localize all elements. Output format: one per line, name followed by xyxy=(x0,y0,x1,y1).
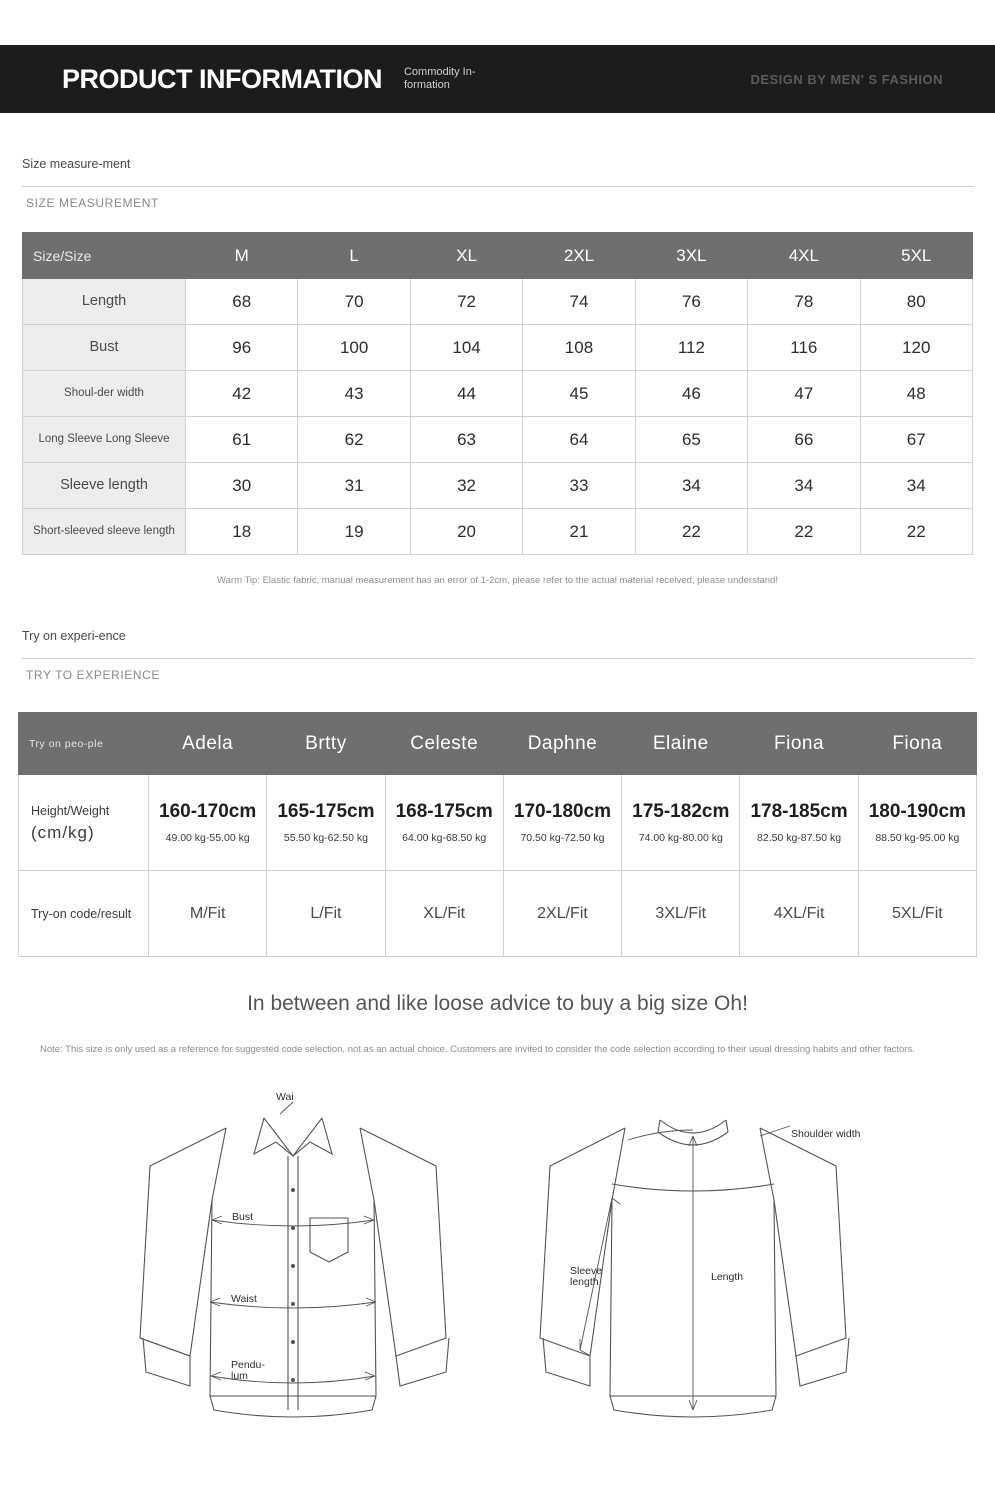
cell-bust-4xl: 116 xyxy=(748,325,860,371)
cell-sleeve-5xl: 34 xyxy=(860,463,972,509)
cell-shoulder-2xl: 45 xyxy=(523,371,635,417)
cell-sleeve-3xl: 34 xyxy=(635,463,747,509)
size-col-4xl: 4XL xyxy=(748,233,860,279)
cell-shoulder-4xl: 47 xyxy=(748,371,860,417)
cell-length-l: 70 xyxy=(298,279,410,325)
result-7: 5XL/Fit xyxy=(858,871,976,957)
cell-shoulder-3xl: 46 xyxy=(635,371,747,417)
cell-shortsleeve-m: 18 xyxy=(186,509,298,555)
try-person-3: Celeste xyxy=(385,713,503,775)
try-person-1: Adela xyxy=(149,713,267,775)
table-row xyxy=(23,279,973,325)
height-weight-label: Height/Weight xyxy=(31,804,110,818)
label-sleeve-length: Sleeve length xyxy=(570,1265,603,1288)
size-advice-text: In between and like loose advice to buy a big size Oh! xyxy=(247,992,748,1015)
result-1: M/Fit xyxy=(149,871,267,957)
garment-diagram-svg xyxy=(0,1080,995,1480)
size-col-xl: XL xyxy=(410,233,522,279)
table-header-row xyxy=(23,233,973,279)
hw-cell-4 xyxy=(503,775,621,871)
cell-longsleeve-3xl: 65 xyxy=(635,417,747,463)
weight-5: 74.00 kg-80.00 kg xyxy=(638,832,723,844)
cell-bust-l: 100 xyxy=(298,325,410,371)
cell-bust-2xl: 108 xyxy=(523,325,635,371)
height-7: 180-190cm xyxy=(868,801,966,822)
label-shoulder-width: Shoulder width xyxy=(791,1128,861,1140)
cell-longsleeve-m: 61 xyxy=(186,417,298,463)
try-person-5: Elaine xyxy=(622,713,740,775)
cell-sleeve-m: 30 xyxy=(186,463,298,509)
size-col-5xl: 5XL xyxy=(860,233,972,279)
label-bust: Bust xyxy=(232,1211,254,1223)
cell-bust-5xl: 120 xyxy=(860,325,972,371)
size-col-2xl: 2XL xyxy=(523,233,635,279)
cell-shortsleeve-4xl: 22 xyxy=(748,509,860,555)
result-4: 2XL/Fit xyxy=(503,871,621,957)
height-2: 165-175cm xyxy=(277,801,375,822)
row-label-sleeve-length: Sleeve length xyxy=(23,463,186,509)
cell-sleeve-4xl: 34 xyxy=(748,463,860,509)
weight-2: 55.50 kg-62.50 kg xyxy=(283,832,368,844)
table-header-row xyxy=(19,713,977,775)
cell-length-m: 68 xyxy=(186,279,298,325)
size-col-m: M xyxy=(186,233,298,279)
cell-shoulder-xl: 44 xyxy=(410,371,522,417)
cell-longsleeve-2xl: 64 xyxy=(523,417,635,463)
size-section-caption: SIZE MEASUREMENT xyxy=(26,196,159,210)
cell-longsleeve-4xl: 66 xyxy=(748,417,860,463)
cell-length-xl: 72 xyxy=(410,279,522,325)
row-label-length: Length xyxy=(23,279,186,325)
header-subtitle: Commodity In-formation xyxy=(403,66,476,91)
height-5: 175-182cm xyxy=(632,801,730,822)
cell-bust-3xl: 112 xyxy=(635,325,747,371)
row-label-long-sleeve: Long Sleeve Long Sleeve xyxy=(23,417,186,463)
hw-cell-2 xyxy=(267,775,385,871)
size-section-divider xyxy=(22,186,973,187)
label-length: Length xyxy=(711,1271,744,1283)
page-header xyxy=(0,45,995,113)
height-4: 170-180cm xyxy=(513,801,612,822)
table-row xyxy=(19,775,977,871)
height-1: 160-170cm xyxy=(159,801,257,822)
label-pendulum: Pendu-lum xyxy=(231,1359,265,1382)
try-on-experience-table xyxy=(18,712,977,957)
cell-shoulder-m: 42 xyxy=(186,371,298,417)
hw-cell-3 xyxy=(385,775,503,871)
weight-6: 82.50 kg-87.50 kg xyxy=(757,832,842,844)
row-label-short-sleeve-length: Short-sleeved sleeve length xyxy=(23,509,186,555)
weight-4: 70.50 kg-72.50 kg xyxy=(520,832,605,844)
cell-shortsleeve-l: 19 xyxy=(298,509,410,555)
cell-length-2xl: 74 xyxy=(523,279,635,325)
row-label-try-on-result: Try-on code/result xyxy=(19,871,149,957)
cell-sleeve-2xl: 33 xyxy=(523,463,635,509)
result-5: 3XL/Fit xyxy=(622,871,740,957)
row-label-shoulder-width: Shoul-der width xyxy=(23,371,186,417)
try-person-2: Brtty xyxy=(267,713,385,775)
cell-length-3xl: 76 xyxy=(635,279,747,325)
result-2: L/Fit xyxy=(267,871,385,957)
try-person-4: Daphne xyxy=(503,713,621,775)
label-waist: Waist xyxy=(231,1293,257,1305)
hw-cell-6 xyxy=(740,775,858,871)
table-row xyxy=(23,325,973,371)
height-weight-unit: (cm/kg) xyxy=(31,823,95,842)
try-person-6: Fiona xyxy=(740,713,858,775)
row-label-height-weight xyxy=(19,775,149,871)
warm-tip-text: Warm Tip: Elastic fabric, manual measurement has an error of 1-2cm, please refer to the actual material received, please understand! xyxy=(217,575,778,586)
garment-diagram xyxy=(0,1080,995,1480)
table-row xyxy=(23,417,973,463)
table-row xyxy=(23,463,973,509)
size-col-3xl: 3XL xyxy=(635,233,747,279)
cell-longsleeve-5xl: 67 xyxy=(860,417,972,463)
try-person-7: Fiona xyxy=(858,713,976,775)
page-title: PRODUCT INFORMATION xyxy=(62,63,382,94)
table-row xyxy=(19,871,977,957)
label-wai: Wai xyxy=(276,1091,294,1103)
height-6: 178-185cm xyxy=(750,801,848,822)
cell-shoulder-5xl: 48 xyxy=(860,371,972,417)
size-col-l: L xyxy=(298,233,410,279)
hw-cell-5 xyxy=(622,775,740,871)
cell-shortsleeve-5xl: 22 xyxy=(860,509,972,555)
table-row xyxy=(23,371,973,417)
cell-shortsleeve-xl: 20 xyxy=(410,509,522,555)
size-note-text: Note: This size is only used as a reference for suggested code selection, not as an actual choice. Customers are invited to consider the code selection according to their usual dressing habits and other factors. xyxy=(40,1044,915,1055)
size-table-corner: Size/Size xyxy=(23,233,186,279)
cell-length-4xl: 78 xyxy=(748,279,860,325)
try-section-divider xyxy=(22,658,973,659)
try-table-corner: Try on peo-ple xyxy=(19,713,149,775)
cell-longsleeve-l: 62 xyxy=(298,417,410,463)
weight-1: 49.00 kg-55.00 kg xyxy=(165,832,250,844)
height-3: 168-175cm xyxy=(395,801,493,822)
weight-3: 64.00 kg-68.50 kg xyxy=(402,832,487,844)
cell-shoulder-l: 43 xyxy=(298,371,410,417)
cell-shortsleeve-2xl: 21 xyxy=(523,509,635,555)
cell-shortsleeve-3xl: 22 xyxy=(635,509,747,555)
cell-length-5xl: 80 xyxy=(860,279,972,325)
cell-sleeve-xl: 32 xyxy=(410,463,522,509)
table-row xyxy=(23,509,973,555)
hw-cell-7 xyxy=(858,775,976,871)
row-label-bust: Bust xyxy=(23,325,186,371)
weight-7: 88.50 kg-95.00 kg xyxy=(875,832,960,844)
size-measurement-table xyxy=(22,232,973,555)
cell-longsleeve-xl: 63 xyxy=(410,417,522,463)
cell-bust-m: 96 xyxy=(186,325,298,371)
hw-cell-1 xyxy=(149,775,267,871)
cell-bust-xl: 104 xyxy=(410,325,522,371)
cell-sleeve-l: 31 xyxy=(298,463,410,509)
brand-tagline: DESIGN BY MEN' S FASHION xyxy=(750,71,943,87)
result-3: XL/Fit xyxy=(385,871,503,957)
size-section-label: Size measure-ment xyxy=(22,157,131,171)
result-6: 4XL/Fit xyxy=(740,871,858,957)
try-section-label: Try on experi-ence xyxy=(22,629,126,643)
try-section-caption: TRY TO EXPERIENCE xyxy=(26,668,161,682)
